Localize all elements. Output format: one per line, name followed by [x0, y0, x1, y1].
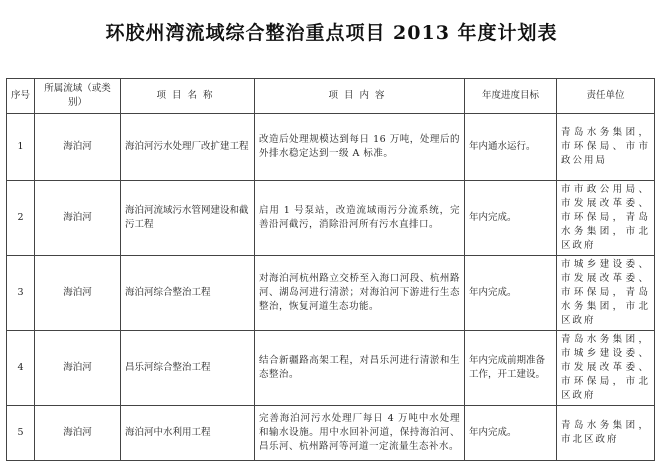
page-title: 环胶州湾流域综合整治重点项目 2013 年度计划表 [105, 22, 558, 44]
table-row [7, 256, 655, 331]
cell-project-content: 完善海泊河污水处理厂每日 4 万吨中水处理和输水设施。用中水回补河道，保持海泊河、昌乐河、杭州路河等河道一定流量生态补水。 [255, 406, 465, 461]
table-row [7, 331, 655, 406]
cell-river: 海泊河 [35, 181, 121, 256]
cell-responsible-unit: 青岛水务集团，市环保局、市市政公用局 [557, 114, 655, 181]
cell-project-name: 昌乐河综合整治工程 [121, 331, 255, 406]
cell-project-content: 启用 1 号泵站，改造流域雨污分流系统，完善沿河截污，消除沿河所有污水直排口。 [255, 181, 465, 256]
cell-annual-target: 年内完成。 [465, 256, 557, 331]
plan-table [6, 78, 655, 461]
cell-no: 1 [7, 114, 35, 181]
cell-responsible-unit: 市城乡建设委、市发展改革委、市环保局，青岛水务集团，市北区政府 [557, 256, 655, 331]
cell-project-content: 对海泊河杭州路立交桥至入海口河段、杭州路河、湖岛河进行清淤；对海泊河下游进行生态整治，恢复河道生态功能。 [255, 256, 465, 331]
cell-project-content: 改造后处理规模达到每日 16 万吨，处理后的外排水稳定达到一级 A 标准。 [255, 114, 465, 181]
header-annual-target: 年度进度目标 [465, 79, 557, 114]
cell-no: 5 [7, 406, 35, 461]
header-no: 序号 [7, 79, 35, 114]
table-row [7, 114, 655, 181]
cell-responsible-unit: 青岛水务集团，市北区政府 [557, 406, 655, 461]
cell-river: 海泊河 [35, 114, 121, 181]
cell-annual-target: 年内完成。 [465, 406, 557, 461]
cell-responsible-unit: 青岛水务集团，市城乡建设委、市发展改革委、市环保局，市北区政府 [557, 331, 655, 406]
cell-responsible-unit: 市市政公用局、市发展改革委、市环保局，青岛水务集团，市北区政府 [557, 181, 655, 256]
header-project-content: 项目内容 [255, 79, 465, 114]
cell-river: 海泊河 [35, 331, 121, 406]
table-header-row [7, 79, 655, 114]
table-row [7, 181, 655, 256]
header-project-name: 项目名称 [121, 79, 255, 114]
cell-project-name: 海泊河综合整治工程 [121, 256, 255, 331]
cell-project-name: 海泊河流域污水管网建设和截污工程 [121, 181, 255, 256]
header-river: 所属流域（或类别） [35, 79, 121, 114]
header-responsible-unit: 责任单位 [557, 79, 655, 114]
table-row [7, 406, 655, 461]
cell-annual-target: 年内通水运行。 [465, 114, 557, 181]
cell-project-content: 结合新疆路高架工程，对昌乐河进行清淤和生态整治。 [255, 331, 465, 406]
cell-annual-target: 年内完成。 [465, 181, 557, 256]
cell-no: 4 [7, 331, 35, 406]
cell-annual-target: 年内完成前期准备工作，开工建设。 [465, 331, 557, 406]
cell-river: 海泊河 [35, 256, 121, 331]
cell-no: 3 [7, 256, 35, 331]
cell-project-name: 海泊河污水处理厂改扩建工程 [121, 114, 255, 181]
cell-project-name: 海泊河中水利用工程 [121, 406, 255, 461]
cell-no: 2 [7, 181, 35, 256]
cell-river: 海泊河 [35, 406, 121, 461]
